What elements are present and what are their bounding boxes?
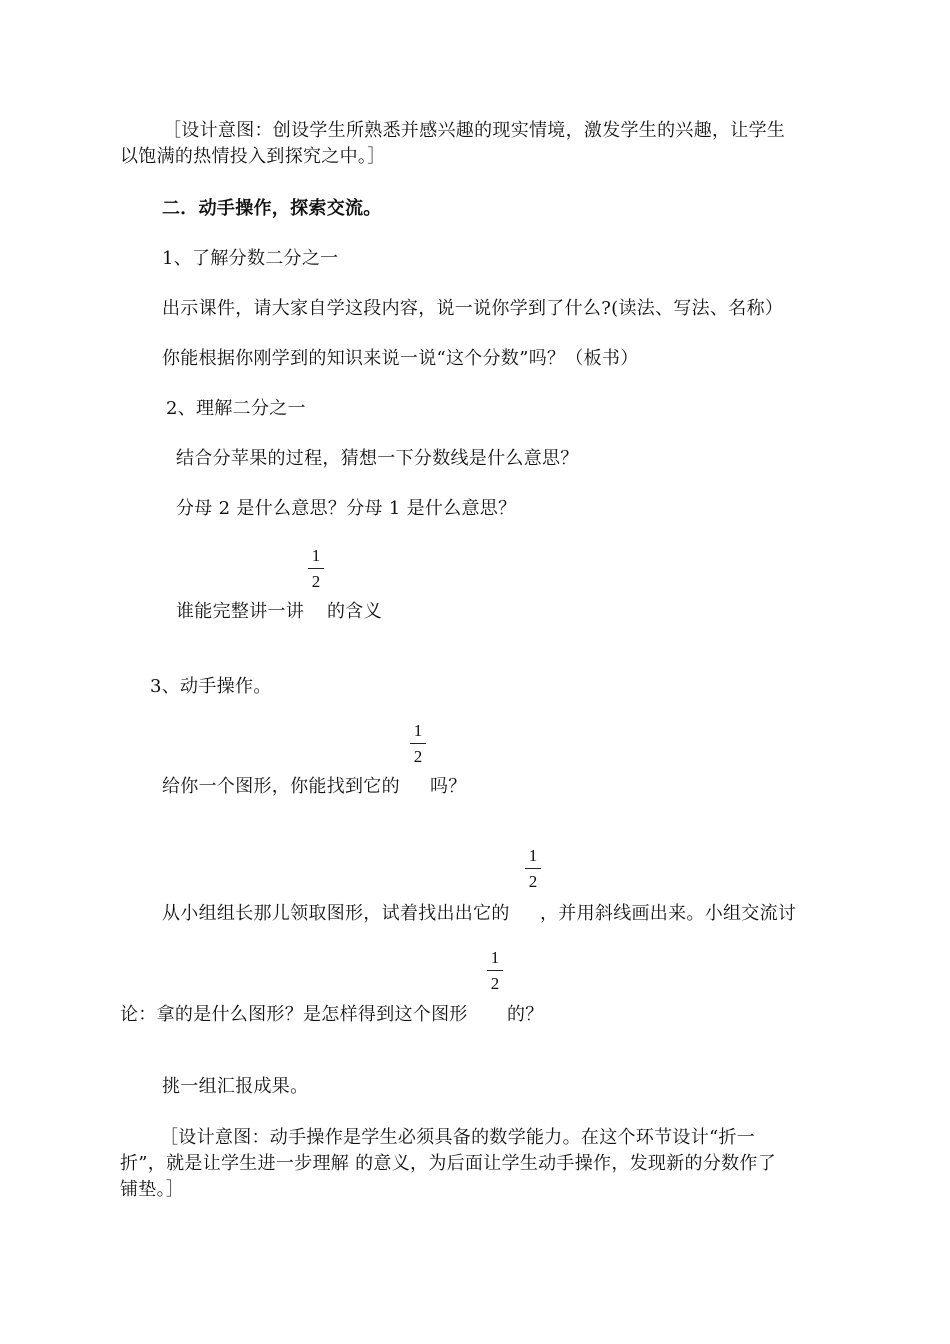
- fraction-numerator: 1: [311, 546, 321, 565]
- item-2-paragraph-3-end: 的含义: [327, 601, 382, 622]
- fraction-numerator: 1: [490, 948, 500, 967]
- item-2-title: 2、理解二分之一: [166, 398, 306, 419]
- fraction-denominator: 2: [311, 572, 321, 591]
- design-intent-2-line-1: ［设计意图：动手操作是学生必须具备的数学能力。在这个环节设计“折一: [160, 1127, 756, 1148]
- fraction-numerator: 1: [413, 721, 423, 740]
- item-3-title: 3、动手操作。: [150, 676, 272, 697]
- item-3-paragraph-1-start: 给你一个图形，你能找到它的: [162, 776, 400, 797]
- design-intent-1-line-2: 以饱满的热情投入到探究之中。］: [120, 146, 386, 167]
- fraction-one-half-2: [409, 720, 427, 768]
- fraction-denominator: 2: [490, 974, 500, 993]
- item-2-paragraph-3-start: 谁能完整讲一讲: [176, 601, 305, 622]
- item-3-paragraph-2-end: ，并用斜线画出来。小组交流讨: [540, 903, 797, 924]
- fraction-one-half-4: [486, 947, 504, 995]
- item-3-paragraph-4: 挑一组汇报成果。: [162, 1076, 309, 1097]
- item-1-title: 1、了解分数二分之一: [162, 248, 339, 269]
- fraction-one-half-3: [524, 845, 542, 893]
- item-3-paragraph-3-start: 论：拿的是什么图形？是怎样得到这个图形: [120, 1004, 468, 1025]
- item-1-paragraph-2: 你能根据你刚学到的知识来说一说“这个分数”吗？（板书）: [162, 348, 639, 369]
- item-3-paragraph-1-end: 吗？: [430, 776, 467, 797]
- design-intent-2-line-2: 折”，就是让学生进一步理解 的意义，为后面让学生动手操作，发现新的分数作了: [120, 1153, 777, 1174]
- item-3-paragraph-3-end: 的？: [507, 1004, 544, 1025]
- fraction-bar: [308, 568, 324, 569]
- fraction-bar: [487, 970, 503, 971]
- fraction-bar: [410, 743, 426, 744]
- item-1-paragraph-1: 出示课件，请大家自学这段内容，说一说你学到了什么?(读法、写法、名称）: [162, 298, 784, 319]
- fraction-one-half-1: [307, 545, 325, 593]
- design-intent-2-line-3: 铺垫。］: [120, 1179, 185, 1200]
- fraction-denominator: 2: [528, 872, 538, 891]
- section-2-heading: 二．动手操作，探索交流。: [162, 198, 382, 219]
- item-3-paragraph-2-start: 从小组组长那儿领取图形，试着找出出它的: [162, 903, 510, 924]
- item-2-paragraph-2: 分母 2 是什么意思？分母 1 是什么意思？: [176, 498, 517, 519]
- item-2-paragraph-1: 结合分苹果的过程，猜想一下分数线是什么意思？: [176, 448, 579, 469]
- design-intent-1-line-1: ［设计意图：创设学生所熟悉并感兴趣的现实情境，激发学生的兴趣，让学生: [163, 120, 786, 141]
- fraction-bar: [525, 868, 541, 869]
- fraction-denominator: 2: [413, 747, 423, 766]
- fraction-numerator: 1: [528, 846, 538, 865]
